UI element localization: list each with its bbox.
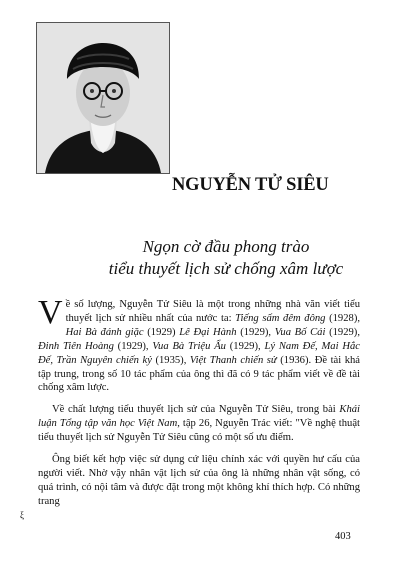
text-run: ề số lượng, Nguyễn Tử Siêu là một trong những nhà văn viết tiểu thuyết lịch sử nhiều nhất của nước ta: xyxy=(65,299,360,324)
text-run: (1929), xyxy=(113,340,153,352)
text-run: (1928), xyxy=(325,312,360,324)
work-title: Lê Đại Hành xyxy=(179,326,237,338)
margin-mark: ξ xyxy=(20,510,25,520)
text-run: Về chất lượng tiểu thuyết lịch sử của Nguyễn Tử Siêu, trong bài xyxy=(52,404,340,416)
page-number: 403 xyxy=(335,531,351,542)
subtitle-line-2: tiểu thuyết lịch sử chống xâm lược xyxy=(108,259,344,278)
work-title: Khái luận Tổng tập văn học Việt Nam xyxy=(38,404,360,430)
subtitle-line-1: Ngọn cờ đầu phong trào xyxy=(142,237,310,256)
work-title: Lý Nam Đế, Mai Hắc Đế, Trần Nguyên chiến kỷ xyxy=(38,340,360,366)
text-run: (1929), xyxy=(225,340,265,352)
work-title: Đinh Tiên Hoàng xyxy=(38,340,114,352)
text-run: , tập 26, Nguyễn Trác viết: "Về nghệ thuật tiểu thuyết lịch sử Nguyễn Tử Siêu cũng có một số ưu điểm. xyxy=(38,418,360,444)
author-portrait xyxy=(36,22,170,174)
work-title: Việt Thanh chiến sử xyxy=(189,354,277,366)
text-run: (1936). Đề tài khá tập trung, trong số 10 tác phẩm của ông thì đã có 9 tác phẩm viết về đề tài chống xâm lược. xyxy=(38,354,361,394)
paragraph-2 xyxy=(38,403,360,445)
author-name-heading: NGUYỄN TỬ SIÊU xyxy=(172,175,329,195)
paragraph-3: Ông biết kết hợp việc sử dụng cứ liệu chính xác với quyền hư cấu của người viết. Nhờ vậy nhân vật lịch sử của ông là những nhân vật sống, có quá trình, có nội tâm và được đặt trong một không khí thích hợp. Có những trang xyxy=(38,454,360,507)
work-title: Hai Bà đánh giặc xyxy=(65,326,144,338)
work-title: Vua Bà Triệu Ẩu xyxy=(152,340,226,352)
text-run: (1929), xyxy=(236,326,275,338)
work-title: Vua Bố Cái xyxy=(274,326,326,338)
chapter-subtitle xyxy=(96,236,356,280)
work-title: Tiếng sấm đêm đông xyxy=(235,312,326,324)
text-run: (1935), xyxy=(151,354,190,366)
body-text xyxy=(38,294,361,517)
text-run: (1929) xyxy=(143,326,180,338)
paragraph-1 xyxy=(38,294,361,395)
drop-cap: V xyxy=(38,294,63,331)
text-run: (1929), xyxy=(325,326,360,338)
